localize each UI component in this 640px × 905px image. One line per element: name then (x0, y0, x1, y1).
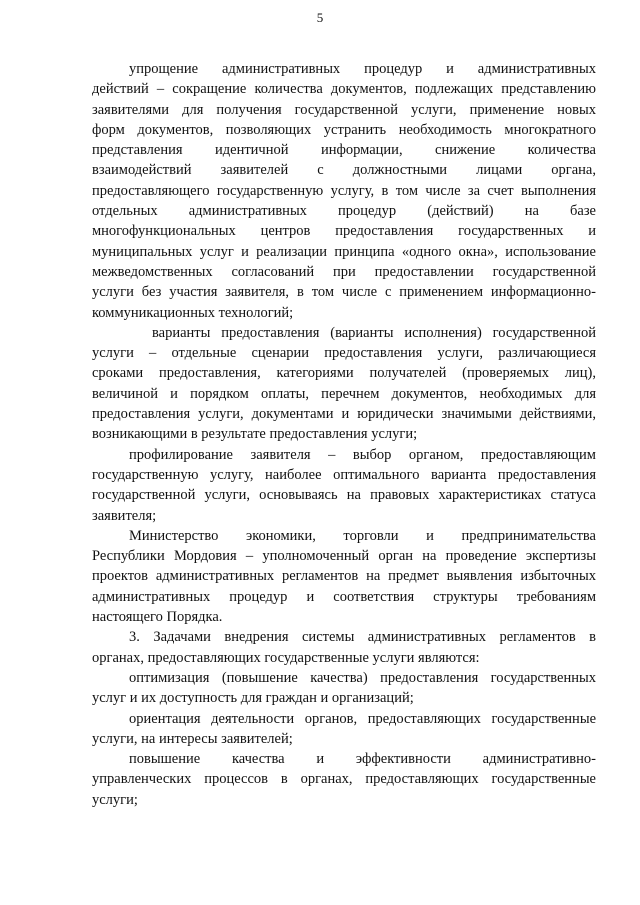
text-line: предоставления услуги, документами и юридически значимыми действиями, (92, 406, 596, 423)
text-line: услуг и их доступность для граждан и организаций; (92, 690, 414, 707)
paragraph (92, 445, 596, 526)
text-line: муниципальных услуг и реализации принципа «одного окна», использование (92, 243, 596, 260)
text-line: многофункциональных центров предоставления государственных и (92, 223, 596, 240)
text-line: государственную услугу, наиболее оптимального варианта предоставления (92, 466, 596, 483)
text-line: коммуникационных технологий; (92, 304, 294, 321)
paragraph (92, 59, 596, 323)
text-line: возникающими в результате предоставления услуги; (92, 426, 418, 443)
text-line: 3. Задачами внедрения системы административных регламентов в (129, 629, 596, 646)
text-line: услуги – отдельные сценарии предоставления услуги, различающиеся (92, 345, 596, 362)
paragraph (92, 668, 596, 709)
paragraph (92, 709, 596, 750)
text-line: органах, предоставляющих государственные услуги являются: (92, 649, 480, 666)
text-line: величиной и порядком оплаты, перечнем документов, необходимых для (92, 385, 596, 402)
text-line: сроками предоставления, категориями получателей (проверяемых лиц), (92, 365, 596, 382)
text-line: предоставляющего государственную услугу, в том числе за счет выполнения (92, 182, 596, 199)
text-line: действий – сокращение количества документов, подлежащих представлению (92, 81, 596, 98)
text-line: представления идентичной информации, снижение количества (92, 142, 596, 159)
text-line: взаимодействий заявителей с должностными лицами органа, (92, 162, 596, 179)
paragraph (92, 749, 596, 810)
text-line: отдельных административных процедур (действий) на базе (92, 203, 596, 220)
page-number: 5 (316, 10, 324, 25)
text-line: заявителя; (92, 507, 157, 524)
text-line: профилирование заявителя – выбор органом, предоставляющим (129, 446, 596, 463)
text-line: оптимизация (повышение качества) предоставления государственных (129, 669, 596, 686)
text-line: форм документов, позволяющих устранить необходимость многократного (92, 121, 596, 138)
text-line: административных процедур и соответствия структуры требованиям (92, 588, 596, 605)
text-line: Министерство экономики, торговли и предпринимательства (129, 527, 596, 544)
text-line: управленческих процессов в органах, предоставляющих государственные (92, 771, 596, 788)
paragraph (92, 627, 596, 668)
text-line: заявителями для получения государственной услуги, применение новых (92, 101, 596, 118)
text-line: варианты предоставления (варианты исполнения) государственной (152, 324, 596, 341)
text-line: проектов административных регламентов на предмет выявления избыточных (92, 568, 596, 585)
text-line: Республики Мордовия – уполномоченный орган на проведение экспертизы (92, 548, 596, 565)
text-line: повышение качества и эффективности административно- (129, 751, 596, 768)
paragraph (92, 323, 596, 445)
document-body (92, 59, 596, 810)
paragraph (92, 526, 596, 627)
text-line: настоящего Порядка. (92, 609, 223, 626)
text-line: упрощение административных процедур и административных (129, 61, 596, 77)
text-line: услуги, на интересы заявителей; (92, 730, 293, 747)
text-line: ориентация деятельности органов, предоставляющих государственные (129, 710, 596, 727)
text-line: государственной услуги, основываясь на правовых характеристиках статуса (92, 487, 596, 504)
text-line: услуги; (92, 791, 138, 808)
text-line: межведомственных согласований при предоставлении государственной (92, 263, 596, 280)
text-line: услуги без участия заявителя, в том числе с применением информационно- (92, 284, 596, 301)
